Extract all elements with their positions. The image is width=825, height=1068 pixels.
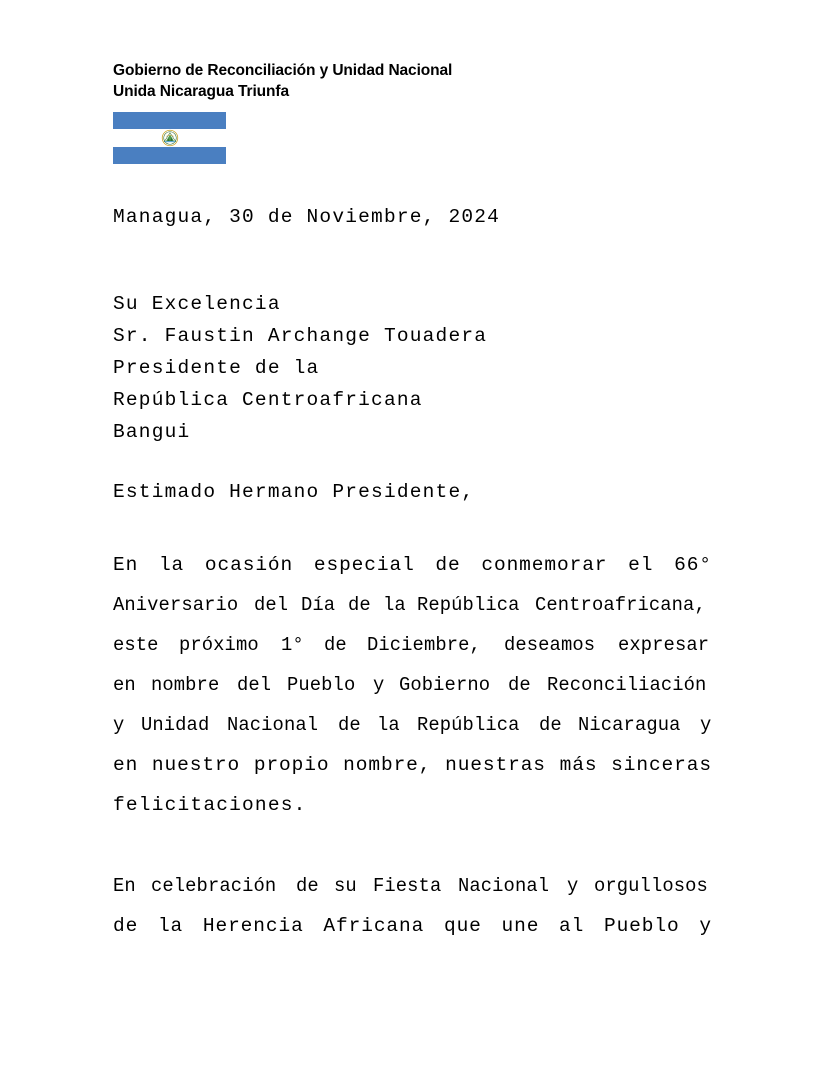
body-paragraph-1 (113, 545, 712, 825)
body-word: Unidad (140, 714, 210, 736)
body-word: Nacional (227, 714, 319, 736)
body-word: celebración (151, 875, 277, 897)
body-word: del (254, 594, 289, 616)
address-line: Presidente de la (113, 357, 320, 379)
body-line (113, 625, 712, 665)
body-word: deseamos (503, 634, 596, 656)
body-word: une (501, 915, 540, 937)
body-word: del (236, 674, 272, 696)
body-word: Africana (323, 915, 425, 937)
body-word: 66° (674, 554, 712, 576)
body-word: de (347, 594, 371, 616)
body-word: de (538, 714, 562, 736)
body-word: la (382, 594, 406, 616)
body-word: nombre, (343, 754, 432, 776)
body-word: y (699, 915, 712, 937)
body-word: de (295, 875, 319, 897)
flag-band-middle (113, 129, 226, 146)
date-line: Managua, 30 de Noviembre, 2024 (113, 206, 501, 228)
body-word: Nicaragua (578, 714, 681, 736)
letterhead-line-1: Gobierno de Reconciliación y Unidad Nacional (113, 62, 453, 79)
body-word: y (113, 714, 125, 736)
body-line (113, 745, 712, 785)
body-word: conmemorar (481, 554, 608, 576)
body-word: y (372, 674, 385, 696)
nicaragua-flag-icon (113, 112, 226, 164)
body-word: Aniversario (113, 594, 239, 616)
body-word: Reconciliación (546, 674, 707, 696)
body-word: de (435, 554, 461, 576)
body-line (113, 585, 712, 625)
body-word: más (559, 754, 598, 776)
recipient-address (113, 288, 487, 448)
body-line: felicitaciones. (113, 794, 307, 816)
body-word: especial (313, 554, 415, 576)
body-word: ocasión (204, 554, 294, 576)
body-word: Nacional (458, 875, 550, 897)
body-word: en (113, 674, 136, 696)
body-word: este (113, 634, 159, 656)
body-word: la (157, 915, 184, 937)
body-word: en (113, 754, 139, 776)
body-word: de (113, 915, 139, 937)
address-line: Bangui (113, 421, 191, 443)
body-paragraph-2 (113, 866, 712, 946)
nicaragua-coat-of-arms-icon (160, 129, 179, 146)
body-word: República (416, 714, 520, 736)
flag-band-bottom (113, 147, 226, 164)
body-line (113, 705, 712, 745)
body-word: y (700, 714, 712, 736)
body-line (113, 906, 712, 946)
address-line: Su Excelencia (113, 293, 281, 315)
address-line: Sr. Faustin Archange Touadera (113, 325, 488, 347)
body-word: de (323, 634, 347, 656)
address-line: República Centroafricana (113, 389, 423, 411)
body-word: al (559, 915, 585, 937)
body-word: nombre (151, 674, 220, 696)
body-word: Gobierno (399, 674, 491, 696)
body-word: orgullosos (593, 875, 708, 897)
body-word: y (567, 875, 579, 897)
body-word: En (113, 554, 139, 576)
body-word: propio (253, 754, 330, 776)
body-word: 1° (281, 634, 304, 656)
body-word: nuestras (445, 754, 546, 776)
letterhead (113, 60, 753, 102)
body-line (113, 866, 712, 906)
body-word: expresar (617, 634, 709, 656)
body-word: República (417, 594, 520, 616)
body-word: Fiesta (372, 875, 441, 897)
body-word: Día (300, 594, 336, 616)
body-word: su (334, 875, 358, 897)
body-word: Diciembre, (366, 634, 481, 656)
body-word: Herencia (202, 915, 304, 937)
body-word: la (377, 714, 400, 736)
body-word: nuestro (151, 754, 241, 776)
body-word: la (158, 554, 185, 576)
body-word: Pueblo (603, 915, 680, 937)
letterhead-line-2: Unida Nicaragua Triunfa (113, 83, 289, 100)
body-word: En (113, 875, 136, 897)
body-word: próximo (179, 634, 260, 656)
body-word: Pueblo (287, 674, 356, 696)
body-word: sinceras (611, 754, 712, 776)
salutation: Estimado Hermano Presidente, (113, 481, 475, 503)
body-line (113, 665, 712, 705)
flag-band-top (113, 112, 226, 129)
body-word: de (337, 714, 361, 736)
body-word: el (628, 554, 654, 576)
body-word: Centroafricana, (534, 594, 706, 616)
body-word: de (508, 674, 532, 696)
body-word: que (443, 915, 482, 937)
body-line (113, 545, 712, 585)
